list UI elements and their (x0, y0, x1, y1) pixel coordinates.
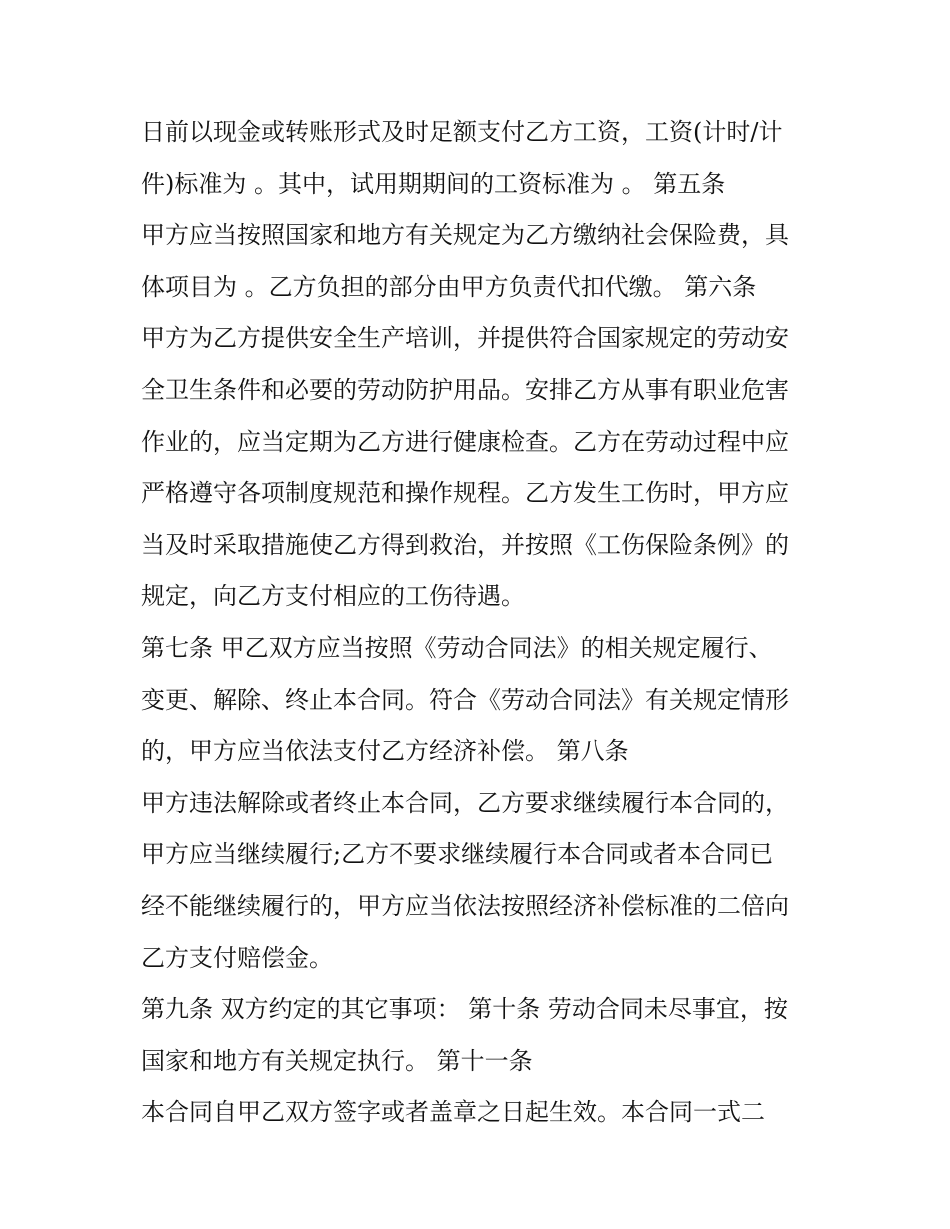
text-line: 作业的，应当定期为乙方进行健康检查。乙方在劳动过程中应 (141, 427, 789, 456)
text-line: 甲方应当继续履行;乙方不要求继续履行本合同或者本合同已 (141, 840, 774, 869)
text-line: 严格遵守各项制度规范和操作规程。乙方发生工伤时，甲方应 (141, 479, 789, 508)
text-line: 体项目为 。乙方负担的部分由甲方负责代扣代缴。 第六条 (141, 272, 757, 301)
text-line: 的，甲方应当依法支付乙方经济补偿。 第八条 (141, 737, 629, 766)
text-line: 变更、解除、终止本合同。符合《劳动合同法》有关规定情形 (141, 685, 789, 714)
text-line: 日前以现金或转账形式及时足额支付乙方工资，工资(计时/计 (141, 118, 783, 146)
text-line: 经不能继续履行的，甲方应当依法按照经济补偿标准的二倍向 (141, 891, 789, 920)
text-line: 第七条 甲乙双方应当按照《劳动合同法》的相关规定履行、 (141, 633, 773, 662)
text-line: 第九条 双方约定的其它事项： 第十条 劳动合同未尽事宜，按 (141, 995, 788, 1024)
text-line: 甲方违法解除或者终止本合同，乙方要求继续履行本合同的， (141, 788, 789, 817)
text-line: 全卫生条件和必要的劳动防护用品。安排乙方从事有职业危害 (141, 375, 789, 404)
contract-body-text (141, 107, 821, 1139)
text-line: 当及时采取措施使乙方得到救治，并按照《工伤保险条例》的 (141, 530, 789, 559)
text-line: 本合同自甲乙双方签字或者盖章之日起生效。本合同一式二 (141, 1098, 765, 1127)
text-line: 甲方应当按照国家和地方有关规定为乙方缴纳社会保险费，具 (141, 221, 789, 250)
text-line: 件)标准为 。其中，试用期期间的工资标准为 。 第五条 (141, 169, 726, 198)
text-line: 乙方支付赔偿金。 (141, 943, 333, 972)
text-line: 规定，向乙方支付相应的工伤待遇。 (141, 582, 525, 611)
text-line: 国家和地方有关规定执行。 第十一条 (141, 1046, 533, 1075)
text-line: 甲方为乙方提供安全生产培训，并提供符合国家规定的劳动安 (141, 324, 789, 353)
